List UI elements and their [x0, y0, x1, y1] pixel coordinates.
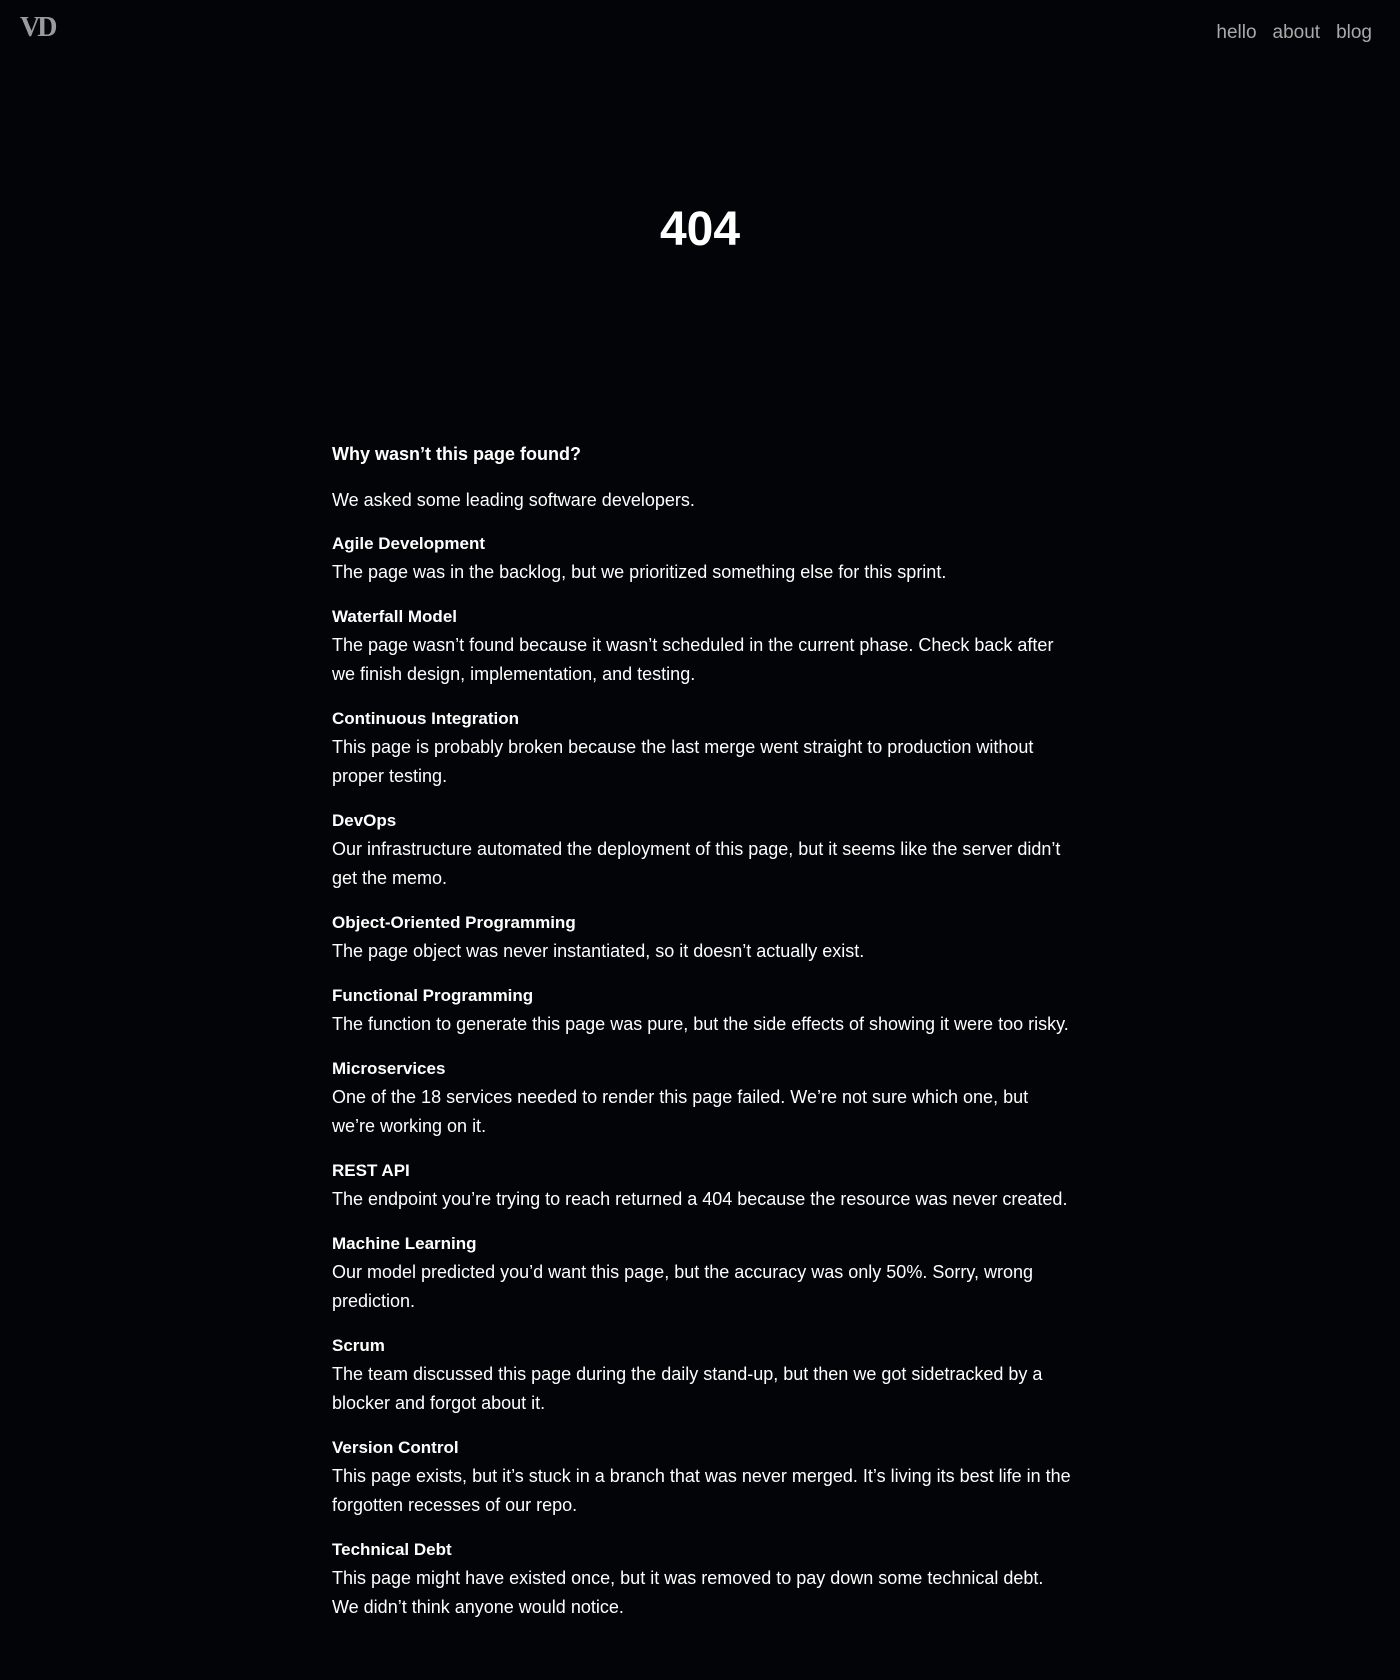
- entry-scrum: [332, 1331, 1072, 1418]
- entry-text: The page was in the backlog, but we prioritized something else for this sprint.: [332, 562, 947, 582]
- entry-version-control: [332, 1433, 1072, 1520]
- entry-agile-development: [332, 529, 1072, 587]
- content-section: [332, 440, 1072, 1637]
- entry-rest-api: [332, 1156, 1072, 1214]
- entry-heading: Microservices: [332, 1059, 446, 1078]
- entry-text: This page exists, but it’s stuck in a branch that was never merged. It’s living its best life in the forgotten recesses of our repo.: [332, 1466, 1071, 1515]
- entry-text: The page wasn’t found because it wasn’t scheduled in the current phase. Check back after we finish design, implementation, and testing.: [332, 635, 1054, 684]
- nav-link-about[interactable]: about: [1272, 22, 1321, 43]
- entry-text: This page might have existed once, but it was removed to pay down some technical debt. We didn’t think anyone would notice.: [332, 1568, 1044, 1617]
- intro-text: We asked some leading software developers.: [332, 490, 695, 510]
- entry-technical-debt: [332, 1535, 1072, 1622]
- entry-waterfall-model: [332, 602, 1072, 689]
- nav-link-hello[interactable]: hello: [1216, 22, 1257, 43]
- entry-heading: Scrum: [332, 1336, 385, 1355]
- nav-link-blog[interactable]: blog: [1336, 22, 1372, 43]
- entry-text: One of the 18 services needed to render this page failed. We’re not sure which one, but we’re working on it.: [332, 1087, 1029, 1136]
- entry-text: This page is probably broken because the last merge went straight to production without proper testing.: [332, 737, 1034, 786]
- entry-object-oriented-programming: [332, 908, 1072, 966]
- entry-heading: Machine Learning: [332, 1234, 477, 1253]
- entry-text: Our infrastructure automated the deployment of this page, but it seems like the server didn’t get the memo.: [332, 839, 1061, 888]
- question-heading: Why wasn’t this page found?: [332, 444, 581, 464]
- entry-text: Our model predicted you’d want this page, but the accuracy was only 50%. Sorry, wrong prediction.: [332, 1262, 1034, 1311]
- entry-continuous-integration: [332, 704, 1072, 791]
- main-nav: [1216, 20, 1372, 46]
- entry-heading: Object-Oriented Programming: [332, 913, 576, 932]
- entry-text: The page object was never instantiated, so it doesn’t actually exist.: [332, 941, 865, 961]
- page-title: 404: [659, 203, 741, 256]
- entry-heading: Technical Debt: [332, 1540, 452, 1559]
- entry-heading: Version Control: [332, 1438, 459, 1457]
- entry-text: The team discussed this page during the daily stand-up, but then we got sidetracked by a blocker and forgot about it.: [332, 1364, 1043, 1413]
- entry-machine-learning: [332, 1229, 1072, 1316]
- entry-heading: Agile Development: [332, 534, 486, 553]
- entry-heading: Functional Programming: [332, 986, 534, 1005]
- entry-heading: Continuous Integration: [332, 709, 519, 728]
- site-logo-link[interactable]: VD: [20, 12, 55, 43]
- entry-microservices: [332, 1054, 1072, 1141]
- entry-heading: Waterfall Model: [332, 607, 457, 626]
- entry-heading: REST API: [332, 1161, 410, 1180]
- entry-devops: [332, 806, 1072, 893]
- entry-text: The endpoint you’re trying to reach returned a 404 because the resource was never created.: [332, 1189, 1068, 1209]
- entry-functional-programming: [332, 981, 1072, 1039]
- entry-heading: DevOps: [332, 811, 397, 830]
- entry-text: The function to generate this page was pure, but the side effects of showing it were too risky.: [332, 1014, 1069, 1034]
